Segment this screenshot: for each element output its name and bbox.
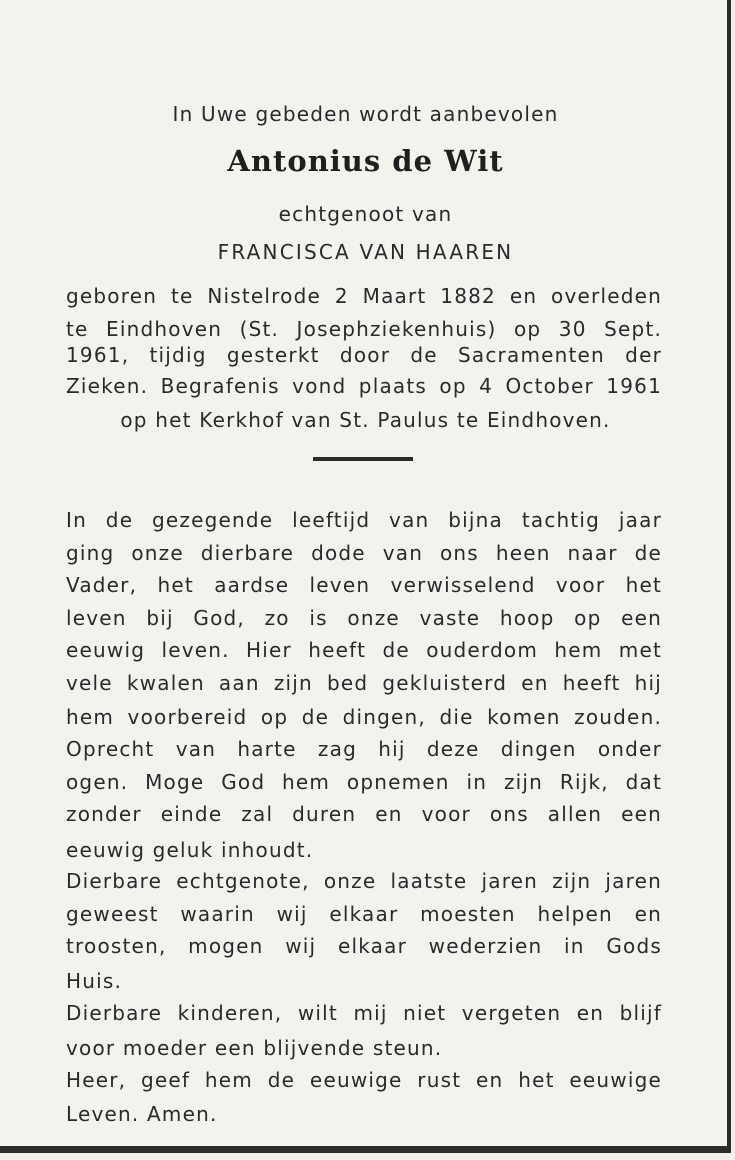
intro-line: In Uwe gebeden wordt aanbevolen [172,102,559,126]
detail-line: op het Kerkhof van St. Paulus te Eindhoven. [120,408,611,432]
detail-line: 1961, tijdig gesterkt door de Sacramenten der [66,343,662,367]
body-line: Vader, het aardse leven verwisselend voor het [66,573,662,597]
body-line: Heer, geef hem de eeuwige rust en het eeuwige [66,1068,662,1092]
body-line: In de gezegende leeftijd van bijna tachtig jaar [66,508,662,532]
body-line: hem voorbereid op de dingen, die komen zouden. [66,705,662,729]
body-line: Huis. [66,969,123,993]
separator-rule [313,457,413,461]
detail-line: te Eindhoven (St. Josephziekenhuis) op 30 Sept. [66,317,662,341]
body-line: Dierbare echtgenote, onze laatste jaren zijn jaren [66,869,662,893]
body-line: ging onze dierbare dode van ons heen naar de [66,541,662,565]
body-line: Oprecht van harte zag hij deze dingen onder [66,737,662,761]
body-line: Leven. Amen. [66,1102,218,1126]
body-line: ogen. Moge God hem opnemen in zijn Rijk, dat [66,770,662,794]
body-line: vele kwalen aan zijn bed gekluisterd en heeft hij [66,671,662,695]
relation-line: echtgenoot van [278,202,453,226]
deceased-name: Antonius de Wit [227,144,504,178]
body-line: troosten, mogen wij elkaar wederzien in Gods [66,934,662,958]
body-line: eeuwig geluk inhoudt. [66,838,314,862]
spouse-name: FRANCISCA VAN HAAREN [217,240,514,264]
body-line: zonder einde zal duren en voor ons allen een [66,802,662,826]
detail-line: geboren te Nistelrode 2 Maart 1882 en overleden [66,284,662,308]
body-line: voor moeder een blijvende steun. [66,1036,443,1060]
body-line: Dierbare kinderen, wilt mij niet vergeten en blijf [66,1001,662,1025]
detail-line: Zieken. Begrafenis vond plaats op 4 October 1961 [66,374,662,398]
body-line: geweest waarin wij elkaar moesten helpen en [66,902,662,926]
body-line: leven bij God, zo is onze vaste hoop op een [66,606,662,630]
body-line: eeuwig leven. Hier heeft de ouderdom hem met [66,638,662,662]
